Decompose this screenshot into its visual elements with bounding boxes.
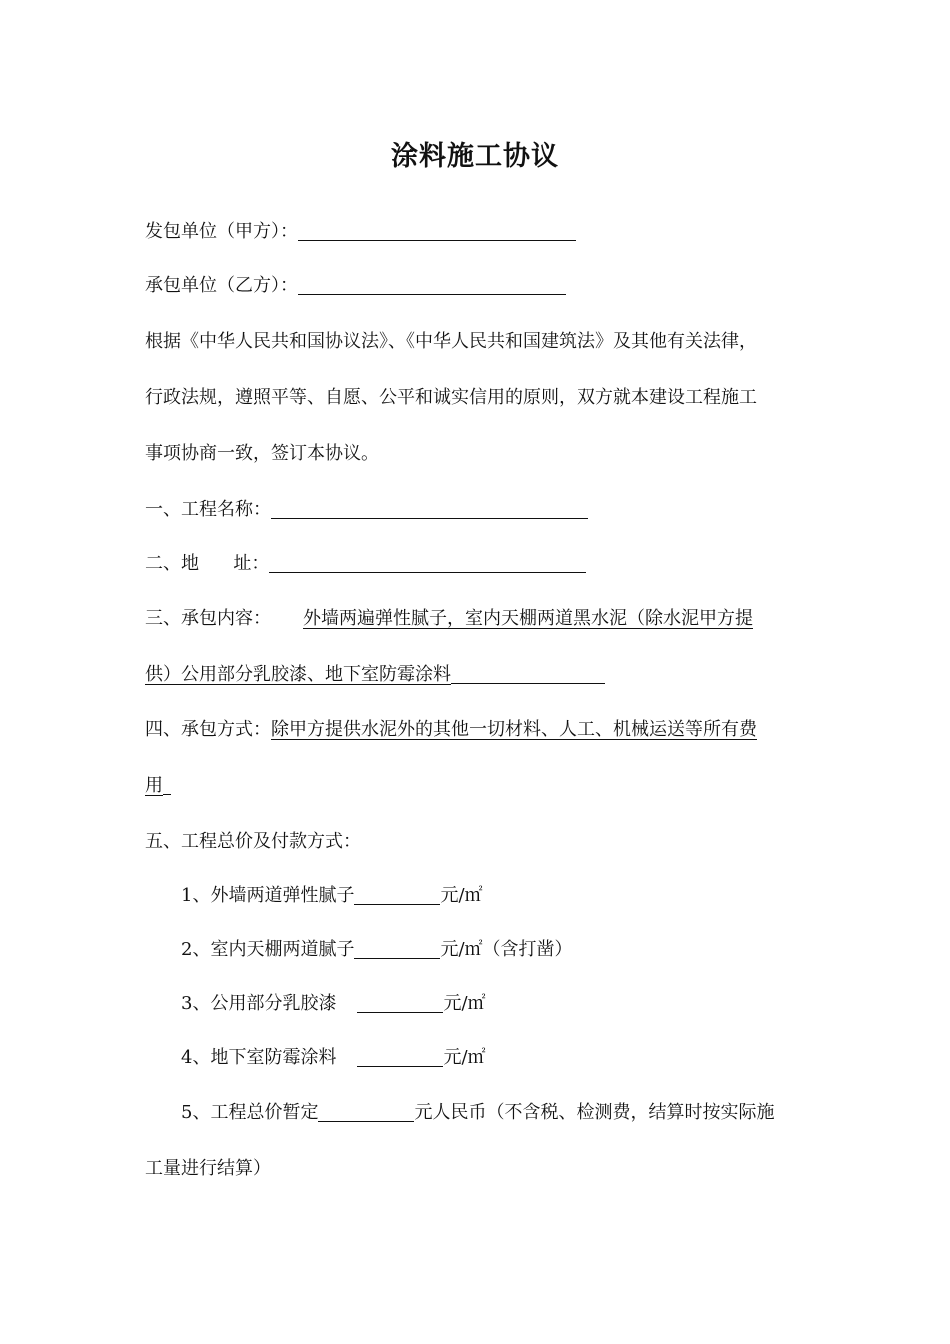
total-price-label: 5、工程总价暂定: [181, 1102, 319, 1123]
price-item-2: [181, 938, 573, 962]
price-item-2-unit: 元/㎡（含打凿）: [440, 939, 573, 960]
price-item-1-label: 1、外墙两道弹性腻子: [181, 885, 355, 906]
address-blank[interactable]: [269, 552, 586, 573]
price-item-3-unit: 元/㎡: [443, 993, 486, 1014]
scope-text-1: 外墙两遍弹性腻子，室内天棚两道黑水泥（除水泥甲方提: [303, 608, 753, 629]
contract-mode-line-2: [145, 774, 171, 798]
document-title: 涂料施工协议: [391, 141, 559, 172]
party-a-line: [145, 220, 576, 244]
scope-text-2: 供）公用部分乳胶漆、地下室防霉涂料: [145, 664, 451, 685]
party-a-blank[interactable]: [298, 220, 576, 241]
scope-trailing-blank: [451, 663, 605, 684]
price-item-3-blank[interactable]: [357, 992, 443, 1013]
address-label: 二、地 址：: [145, 553, 270, 574]
contract-mode-line-1: [145, 718, 757, 742]
scope-line-1: [145, 607, 753, 631]
total-price-line-2: 工量进行结算）: [145, 1158, 271, 1179]
party-a-label: 发包单位（甲方）：: [145, 221, 298, 242]
price-item-4-unit: 元/㎡: [443, 1047, 486, 1068]
price-section-heading: 五、工程总价及付款方式：: [145, 831, 361, 852]
contract-mode-text-2: 用: [145, 775, 163, 796]
price-item-4-label: 4、地下室防霉涂料: [181, 1047, 337, 1068]
project-name-blank[interactable]: [271, 498, 588, 519]
contract-mode-trailing-blank: [163, 774, 171, 795]
price-item-2-blank[interactable]: [354, 938, 440, 959]
price-item-4: [181, 1046, 486, 1070]
scope-label: 三、承包内容：: [145, 608, 271, 629]
party-b-line: [145, 274, 566, 298]
preamble-line-1: 根据《中华人民共和国协议法》、《中华人民共和国建筑法》及其他有关法律，: [145, 331, 757, 352]
contract-mode-label: 四、承包方式：: [145, 719, 271, 740]
project-name-line: [145, 498, 588, 522]
price-item-3: [181, 992, 486, 1016]
preamble-line-2: 行政法规，遵照平等、自愿、公平和诚实信用的原则，双方就本建设工程施工: [145, 387, 757, 408]
price-item-1-blank[interactable]: [354, 884, 440, 905]
total-price-text: 元人民币（不含税、检测费，结算时按实际施: [414, 1102, 775, 1123]
total-price-line-1: [181, 1101, 774, 1125]
address-line: [145, 552, 586, 576]
scope-line-2: [145, 663, 605, 687]
party-b-blank[interactable]: [298, 274, 566, 295]
price-item-3-label: 3、公用部分乳胶漆: [181, 993, 337, 1014]
party-b-label: 承包单位（乙方）：: [145, 275, 298, 296]
price-item-1: [181, 884, 483, 908]
contract-mode-text-1: 除甲方提供水泥外的其他一切材料、人工、机械运送等所有费: [271, 719, 757, 740]
price-item-2-label: 2、室内天棚两道腻子: [181, 939, 355, 960]
preamble-line-3: 事项协商一致，签订本协议。: [145, 443, 379, 464]
price-item-1-unit: 元/㎡: [440, 885, 483, 906]
total-price-blank[interactable]: [318, 1101, 414, 1122]
price-item-4-blank[interactable]: [357, 1046, 443, 1067]
project-name-label: 一、工程名称：: [145, 499, 271, 520]
